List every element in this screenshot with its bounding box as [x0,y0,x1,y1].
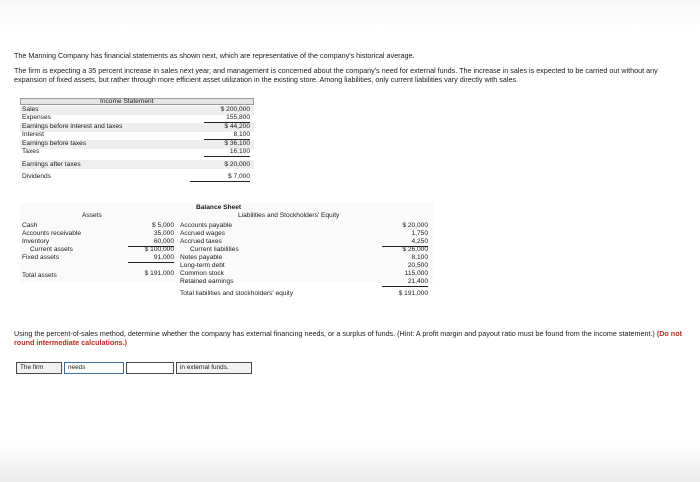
total-liabilities-label: Total liabilities and stockholders' equity [180,290,294,297]
liability-value: 20,500 [407,262,428,269]
income-value: 155,800 [204,114,250,123]
income-value: $ 20,000 [224,161,250,168]
liability-label: Accrued wages [180,230,226,237]
income-label: Dividends [22,173,51,180]
total-assets-label: Total assets [22,272,57,279]
answer-amount-input[interactable] [126,362,174,374]
question-emphasis: (Do not round intermediate calculations.) [14,329,682,347]
liability-label: Accrued taxes [180,238,222,245]
income-value: $ 44,200 [224,123,250,130]
income-label: Earnings before taxes [22,140,87,147]
asset-label: Accounts receivable [22,230,82,237]
liability-label: Notes payable [180,254,223,261]
asset-value: 91,000 [128,254,174,263]
liability-label: Long-term debt [180,262,225,269]
total-assets-value: $ 191,000 [144,270,174,277]
income-label: Earnings before interest and taxes [22,123,123,130]
total-liabilities-value: $ 191,000 [398,290,428,297]
asset-value: $ 100,000 [144,246,174,253]
answer-choice-select[interactable]: needs [64,362,124,374]
answer-suffix: in external funds. [176,362,252,374]
liability-value: 8,100 [411,254,428,261]
income-value: 8,100 [204,131,250,140]
asset-value: 60,000 [128,238,174,247]
question-text [14,329,690,347]
income-label: Sales [22,106,39,113]
income-label: Interest [22,131,44,138]
intro-line-1: The Manning Company has financial statements as shown next, which are representative of the company's historical average. [14,51,415,60]
assets-header: Assets [82,212,102,219]
balance-sheet-title: Balance Sheet [196,204,242,211]
asset-label: Current assets [30,246,73,253]
income-value: 16,100 [204,148,250,157]
asset-label: Cash [22,222,38,229]
liability-value: 21,400 [382,278,428,287]
liability-value: $ 20,000 [402,222,428,229]
asset-label: Inventory [22,238,50,245]
liability-label: Common stock [180,270,224,277]
income-value: $ 200,000 [220,106,250,113]
answer-prefix: The firm [16,362,62,374]
income-label: Taxes [22,148,40,155]
liability-label: Current liabilities [190,246,239,253]
liability-value: 115,000 [404,270,428,277]
liability-label: Accounts payable [180,222,233,229]
liability-value: $ 26,000 [402,246,428,253]
intro-line-2: The firm is expecting a 35 percent increase in sales next year, and management is concerned about the company's need for external funds. The increase in sales is expected to be carried out without any expansion of fixed assets, but rather through more efficient asset utilization in the existing store. Among liabilities, only current liabilities vary directly with sales. [14,66,658,84]
asset-label: Fixed assets [22,254,60,261]
income-statement-title: Income Statement [100,98,154,105]
liability-value: 1,750 [411,230,428,237]
asset-value: $ 5,000 [152,222,174,229]
income-value: $ 36,100 [224,140,250,147]
question-body: Using the percent-of-sales method, determine whether the company has external financing needs, or a surplus of funds. (Hint: A profit margin and payout ratio must be found from the income statement.) [14,329,655,338]
liability-value: 4,250 [382,238,428,247]
asset-value: 35,000 [153,230,174,237]
income-value: $ 7,000 [190,173,250,182]
liability-label: Retained earnings [180,278,234,285]
income-label: Expenses [22,114,51,121]
liabilities-header: Liabilities and Stockholders' Equity [238,212,340,219]
income-label: Earnings after taxes [22,161,81,168]
